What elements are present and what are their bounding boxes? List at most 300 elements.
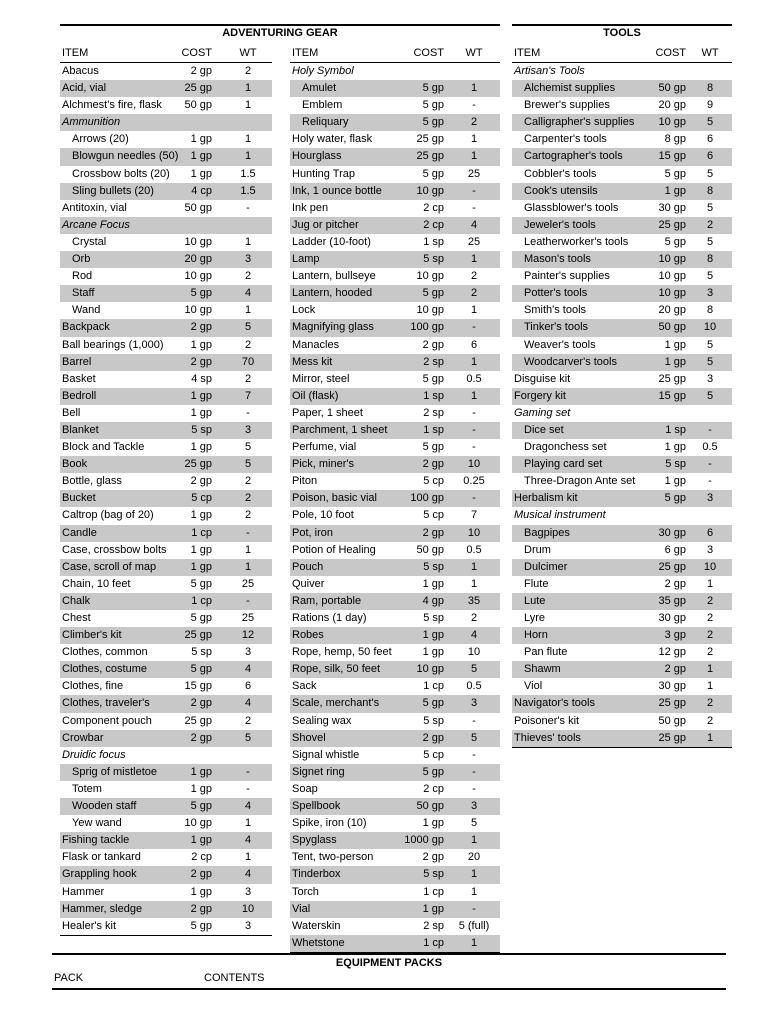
table-row [290, 337, 500, 354]
table-row [512, 473, 732, 490]
table-row [60, 576, 272, 593]
item-cost: 10 gp [416, 304, 444, 317]
table-row [290, 217, 500, 234]
item-cost: 2 gp [190, 321, 212, 334]
item-name: Cobbler's tools [524, 167, 597, 180]
table-row [290, 234, 500, 251]
gear-column-2 [290, 44, 500, 953]
item-cost: 1 gp [190, 133, 212, 146]
item-name: Chest [62, 612, 91, 624]
item-cost: 20 gp [184, 253, 212, 266]
table-row [512, 337, 732, 354]
table-row [290, 576, 500, 593]
item-cost: 1 sp [423, 423, 444, 436]
item-weight: 3 [470, 800, 478, 813]
item-name: Navigator's tools [514, 697, 595, 710]
table-row [60, 63, 272, 80]
item-weight: 6 [470, 338, 478, 351]
item-name: Soap [292, 782, 318, 795]
table-row [290, 798, 500, 815]
item-weight: 5 [706, 235, 714, 248]
item-name: Pan flute [524, 646, 568, 659]
item-header: ITEM [292, 47, 319, 59]
item-weight: 2 [244, 492, 252, 505]
item-weight: - [472, 902, 476, 915]
item-weight: 2 [470, 612, 478, 624]
item-cost: 15 gp [658, 150, 686, 163]
item-name: Poison, basic vial [292, 492, 377, 505]
item-name: Mason's tools [524, 253, 591, 266]
table-row [60, 661, 272, 678]
column-bottom-rule [512, 747, 732, 748]
item-name: Parchment, 1 sheet [292, 423, 388, 436]
item-weight: - [246, 526, 250, 539]
item-cost: 2 cp [423, 782, 444, 795]
item-cost: 2 gp [190, 868, 212, 881]
table-row [60, 217, 272, 234]
item-cost: 25 gp [184, 629, 212, 642]
item-weight: - [472, 423, 476, 436]
table-row [60, 610, 272, 627]
item-weight: 1 [244, 543, 252, 556]
item-name: Book [62, 458, 88, 471]
item-cost: 10 gp [184, 235, 212, 248]
table-row [290, 268, 500, 285]
item-cost: 5 cp [423, 475, 444, 488]
item-cost: 30 gp [658, 201, 686, 214]
item-weight: 8 [706, 184, 714, 197]
table-row [290, 610, 500, 627]
item-weight: 5 [244, 731, 252, 744]
column-bottom-rule [60, 935, 272, 936]
table-row [512, 63, 732, 80]
table-row [290, 285, 500, 302]
item-name: Clothes, traveler's [62, 697, 150, 710]
item-cost: 5 gp [190, 663, 212, 676]
item-cost: 1 sp [423, 235, 444, 248]
item-weight: 4 [244, 868, 252, 881]
item-name: Thieves' tools [514, 731, 581, 744]
item-weight: 1.5 [240, 167, 256, 180]
item-name: Reliquary [302, 116, 349, 129]
item-cost: 10 gp [184, 304, 212, 317]
item-cost: 1 gp [664, 355, 686, 368]
item-weight: 0.5 [466, 680, 482, 693]
item-weight: 35 [467, 594, 481, 607]
item-cost: 1 gp [190, 834, 212, 847]
item-weight: 1 [706, 731, 714, 744]
item-cost: 2 gp [190, 731, 212, 744]
item-name: Drum [524, 543, 551, 556]
item-cost: 1 gp [190, 765, 212, 778]
item-name: Amulet [302, 82, 337, 95]
table-row [290, 525, 500, 542]
item-name: Painter's supplies [524, 270, 610, 283]
item-cost: 1 gp [190, 167, 212, 180]
item-cost: 4 gp [422, 594, 444, 607]
item-cost: 1 gp [422, 646, 444, 659]
item-weight: 0.5 [702, 441, 718, 454]
item-name: Crystal [72, 235, 107, 248]
item-weight: 6 [706, 526, 714, 539]
item-weight: 10 [467, 526, 481, 539]
item-name: Weaver's tools [524, 338, 596, 351]
table-row [512, 559, 732, 576]
item-name: Staff [72, 287, 95, 300]
item-cost: 25 gp [416, 150, 444, 163]
item-weight: 2 [706, 218, 714, 231]
item-name: Hammer [62, 885, 105, 898]
item-cost: 2 gp [190, 65, 212, 77]
item-name: Orb [72, 253, 91, 266]
item-cost: 20 gp [658, 99, 686, 112]
item-cost: 50 gp [658, 321, 686, 334]
item-name: Ink pen [292, 201, 329, 214]
item-name: Bell [62, 406, 81, 419]
table-row [60, 849, 272, 866]
item-name: Three-Dragon Ante set [524, 475, 636, 488]
item-weight: 5 [244, 441, 252, 454]
item-weight: 2 [706, 594, 714, 607]
item-weight: 3 [706, 287, 714, 300]
item-name: Sling bullets (20) [72, 184, 154, 197]
table-row [512, 576, 732, 593]
table-row [290, 866, 500, 883]
adventuring-top-rule [60, 24, 500, 26]
item-weight: 8 [706, 253, 714, 266]
item-weight: - [246, 594, 250, 607]
item-name: Flute [524, 577, 549, 590]
item-cost: 2 sp [423, 355, 444, 368]
item-name: Hammer, sledge [62, 902, 143, 915]
item-name: Spellbook [292, 800, 341, 813]
table-row [60, 542, 272, 559]
item-cost: 100 gp [410, 492, 444, 505]
item-weight: 1 [470, 304, 478, 317]
item-weight: 3 [244, 423, 252, 436]
table-row [290, 781, 500, 798]
gear-column-1 [60, 44, 272, 936]
table-row [60, 832, 272, 849]
item-weight: 5 [244, 321, 252, 334]
item-name: Signal whistle [292, 748, 360, 761]
item-weight: 5 [706, 389, 714, 402]
table-row [60, 148, 272, 165]
item-weight: 1 [244, 133, 252, 146]
table-row [512, 131, 732, 148]
item-cost: 6 gp [664, 543, 686, 556]
item-cost: 1000 gp [404, 834, 444, 847]
item-cost: 5 gp [422, 82, 444, 95]
item-cost: 10 gp [658, 116, 686, 129]
item-weight: 4 [244, 800, 252, 813]
item-weight: 5 [470, 817, 478, 830]
item-cost: 3 gp [664, 629, 686, 642]
item-weight: 2 [244, 65, 252, 77]
table-row [60, 405, 272, 422]
item-weight: 6 [706, 150, 714, 163]
table-row [290, 354, 500, 371]
item-name: Sealing wax [292, 714, 352, 727]
item-cost: 5 gp [190, 612, 212, 624]
item-weight: 3 [244, 919, 252, 932]
item-weight: 10 [241, 902, 255, 915]
item-weight: 1 [470, 133, 478, 146]
item-name: Rope, hemp, 50 feet [292, 646, 392, 659]
item-weight: 6 [244, 680, 252, 693]
table-row [60, 884, 272, 901]
item-name: Cook's utensils [524, 184, 598, 197]
item-name: Case, scroll of map [62, 560, 157, 573]
table-row [60, 627, 272, 644]
item-name: Wand [72, 304, 101, 317]
item-cost: 50 gp [658, 82, 686, 95]
item-weight: 2 [244, 372, 252, 385]
item-weight: 1 [244, 304, 252, 317]
table-row [290, 764, 500, 781]
item-name: Potter's tools [524, 287, 588, 300]
item-cost: 25 gp [658, 372, 686, 385]
item-cost: 50 gp [416, 543, 444, 556]
item-name: Piton [292, 475, 318, 488]
table-row [290, 832, 500, 849]
item-cost: 25 gp [658, 560, 686, 573]
item-name: Dice set [524, 423, 564, 436]
table-row [512, 80, 732, 97]
item-name: Waterskin [292, 919, 341, 932]
item-name: Climber's kit [62, 629, 122, 642]
table-row [290, 302, 500, 319]
table-row [512, 713, 732, 730]
table-row [512, 302, 732, 319]
item-cost: 5 sp [423, 612, 444, 624]
item-name: Druidic focus [62, 748, 126, 761]
item-weight: 1 [706, 577, 714, 590]
item-weight: 5 [706, 355, 714, 368]
item-name: Perfume, vial [292, 441, 357, 454]
item-cost: 2 gp [190, 697, 212, 710]
table-row [512, 490, 732, 507]
item-name: Flask or tankard [62, 851, 141, 864]
item-cost: 2 gp [422, 851, 444, 864]
item-weight: 5 [706, 167, 714, 180]
item-weight: 4 [244, 287, 252, 300]
item-cost: 5 gp [422, 99, 444, 112]
item-name: Paper, 1 sheet [292, 406, 363, 419]
item-name: Smith's tools [524, 304, 587, 317]
item-name: Pick, miner's [292, 458, 354, 471]
table-row [290, 901, 500, 918]
item-weight: 1 [470, 834, 478, 847]
table-row [512, 593, 732, 610]
item-weight: 3 [706, 372, 714, 385]
item-name: Horn [524, 629, 548, 642]
table-row [290, 849, 500, 866]
item-weight: 1 [470, 82, 478, 95]
table-row [60, 473, 272, 490]
item-weight: 2 [470, 116, 478, 129]
table-row [60, 730, 272, 747]
item-cost: 50 gp [184, 99, 212, 112]
item-name: Lantern, bullseye [292, 270, 376, 283]
table-row [512, 661, 732, 678]
item-weight: 1 [470, 885, 478, 898]
item-name: Viol [524, 680, 543, 693]
item-header: ITEM [514, 47, 541, 59]
item-weight: - [472, 321, 476, 334]
item-name: Shovel [292, 731, 326, 744]
item-weight: 4 [244, 663, 252, 676]
item-name: Ball bearings (1,000) [62, 338, 164, 351]
item-name: Disguise kit [514, 372, 571, 385]
item-cost: 1 gp [190, 885, 212, 898]
table-row [60, 302, 272, 319]
item-cost: 5 gp [664, 492, 686, 505]
item-name: Holy Symbol [292, 65, 354, 77]
item-name: Wooden staff [72, 800, 137, 813]
item-weight: 2 [706, 629, 714, 642]
table-row [60, 422, 272, 439]
item-weight: 1 [470, 253, 478, 266]
pack-header: PACK [54, 972, 84, 984]
item-name: Yew wand [72, 817, 122, 830]
table-row [512, 148, 732, 165]
item-cost: 10 gp [184, 270, 212, 283]
item-name: Glassblower's tools [524, 201, 619, 214]
item-weight: 2 [470, 287, 478, 300]
item-cost: 1 gp [190, 150, 212, 163]
item-name: Grappling hook [62, 868, 137, 881]
item-weight: 0.5 [466, 543, 482, 556]
item-name: Mirror, steel [292, 372, 350, 385]
item-weight: 2 [244, 509, 252, 522]
table-row [60, 200, 272, 217]
item-weight: 1 [244, 560, 252, 573]
equipment-packs-title: EQUIPMENT PACKS [335, 957, 443, 969]
item-name: Torch [292, 885, 319, 898]
table-row [290, 183, 500, 200]
item-name: Crossbow bolts (20) [72, 167, 170, 180]
item-weight: - [246, 201, 250, 214]
table-row [290, 747, 500, 764]
item-name: Sack [292, 680, 317, 693]
item-weight: 3 [244, 885, 252, 898]
table-row [60, 747, 272, 764]
adventuring-gear-title: ADVENTURING GEAR [222, 27, 338, 39]
table-row [290, 371, 500, 388]
item-name: Jug or pitcher [292, 218, 359, 231]
item-cost: 10 gp [416, 663, 444, 676]
item-name: Leatherworker's tools [524, 235, 629, 248]
item-name: Lamp [292, 253, 320, 266]
item-name: Acid, vial [62, 82, 107, 95]
item-name: Clothes, common [62, 646, 148, 659]
item-name: Candle [62, 526, 97, 539]
table-row [60, 354, 272, 371]
item-name: Playing card set [524, 458, 603, 471]
item-cost: 50 gp [658, 714, 686, 727]
table-row [290, 678, 500, 695]
item-weight: 5 [470, 663, 478, 676]
table-row [60, 507, 272, 524]
table-row [512, 730, 732, 747]
item-name: Jeweler's tools [524, 218, 596, 231]
item-name: Spike, iron (10) [292, 817, 367, 830]
item-weight: - [708, 423, 712, 436]
table-row [60, 901, 272, 918]
item-name: Blowgun needles (50) [72, 150, 179, 163]
table-row [60, 251, 272, 268]
item-cost: 5 gp [190, 577, 212, 590]
table-row [60, 764, 272, 781]
table-row [60, 439, 272, 456]
item-weight: 4 [244, 834, 252, 847]
item-cost: 1 gp [422, 817, 444, 830]
item-weight: 4 [244, 697, 252, 710]
item-cost: 1 gp [190, 338, 212, 351]
item-cost: 2 gp [190, 355, 212, 368]
table-row [290, 166, 500, 183]
item-name: Clothes, costume [62, 663, 147, 676]
item-cost: 2 gp [190, 475, 212, 488]
item-name: Holy water, flask [292, 133, 373, 146]
item-weight: - [472, 99, 476, 112]
table-row [512, 251, 732, 268]
item-cost: 25 gp [658, 697, 686, 710]
item-weight: 6 [706, 133, 714, 146]
item-cost: 5 sp [423, 714, 444, 727]
item-name: Lyre [524, 612, 545, 624]
item-name: Cartographer's tools [524, 150, 623, 163]
item-cost: 2 gp [422, 338, 444, 351]
item-name: Robes [292, 629, 324, 642]
item-name: Sprig of mistletoe [72, 765, 157, 778]
table-row [512, 114, 732, 131]
wt-header: WT [239, 47, 257, 59]
table-row [290, 884, 500, 901]
table-row [290, 490, 500, 507]
item-cost: 1 gp [664, 184, 686, 197]
item-name: Totem [72, 782, 102, 795]
item-name: Hunting Trap [292, 167, 355, 180]
table-row [512, 234, 732, 251]
item-weight: 1 [244, 817, 252, 830]
item-name: Alchemist supplies [524, 82, 616, 95]
item-cost: 1 gp [190, 543, 212, 556]
item-cost: 25 gp [658, 731, 686, 744]
table-row [290, 422, 500, 439]
item-weight: - [472, 714, 476, 727]
table-row [60, 131, 272, 148]
item-cost: 1 gp [190, 389, 212, 402]
table-row [60, 337, 272, 354]
item-weight: 1 [470, 355, 478, 368]
table-row [290, 507, 500, 524]
item-weight: - [472, 492, 476, 505]
item-cost: 30 gp [658, 526, 686, 539]
packs-bottom-rule [52, 988, 726, 990]
item-cost: 1 gp [190, 560, 212, 573]
item-weight: 8 [706, 304, 714, 317]
table-row [290, 627, 500, 644]
wt-header: WT [701, 47, 719, 59]
item-name: Healer's kit [62, 919, 117, 932]
item-weight: - [472, 201, 476, 214]
item-name: Quiver [292, 577, 325, 590]
item-cost: 5 gp [190, 919, 212, 932]
table-row [290, 661, 500, 678]
item-name: Ram, portable [292, 594, 362, 607]
